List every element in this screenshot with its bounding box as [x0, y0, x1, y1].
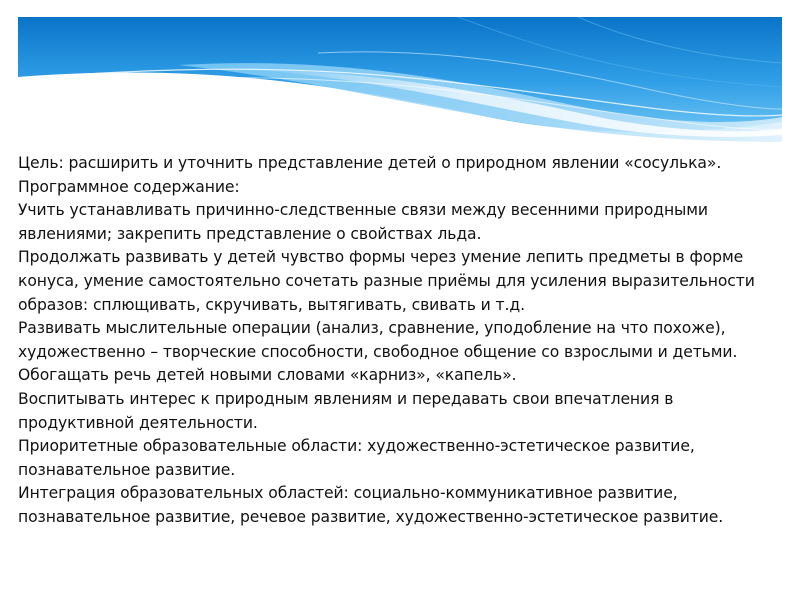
- objective-vocabulary: Обогащать речь детей новыми словами «карниз», «капель».: [18, 366, 517, 385]
- priority-areas: Приоритетные образовательные области: художественно-эстетическое развитие, познавательное развитие.: [18, 437, 695, 479]
- objective-form-sense: Продолжать развивать у детей чувство формы через умение лепить предметы в форме конуса, умение самостоятельно сочетать разные приёмы для усиления выразительности образов: сплющивать, скручивать, вытягивать, свивать и т.д.: [18, 248, 755, 314]
- objective-thinking-operations: Развивать мыслительные операции (анализ, сравнение, уподобление на что похоже), художественно – творческие способности, свободное общение со взрослыми и детьми.: [18, 319, 738, 361]
- goal-paragraph: Цель: расширить и уточнить представление детей о природном явлении «сосулька».: [18, 154, 722, 172]
- wave-banner: [18, 17, 782, 142]
- objective-interest: Воспитывать интерес к природным явлениям и передавать свои впечатления в продуктивной деятельности.: [18, 389, 674, 432]
- slide-body-text: [18, 152, 783, 530]
- integration-areas: Интеграция образовательных областей: социально-коммуникативное развитие, познавательное развитие, речевое развитие, художественно-эстетическое развитие.: [18, 484, 724, 526]
- objective-causal-links: Учить устанавливать причинно-следственные связи между весенними природными явлениями; закрепить представление о свойствах льда.: [18, 201, 708, 243]
- program-content-heading: Программное содержание:: [18, 177, 240, 196]
